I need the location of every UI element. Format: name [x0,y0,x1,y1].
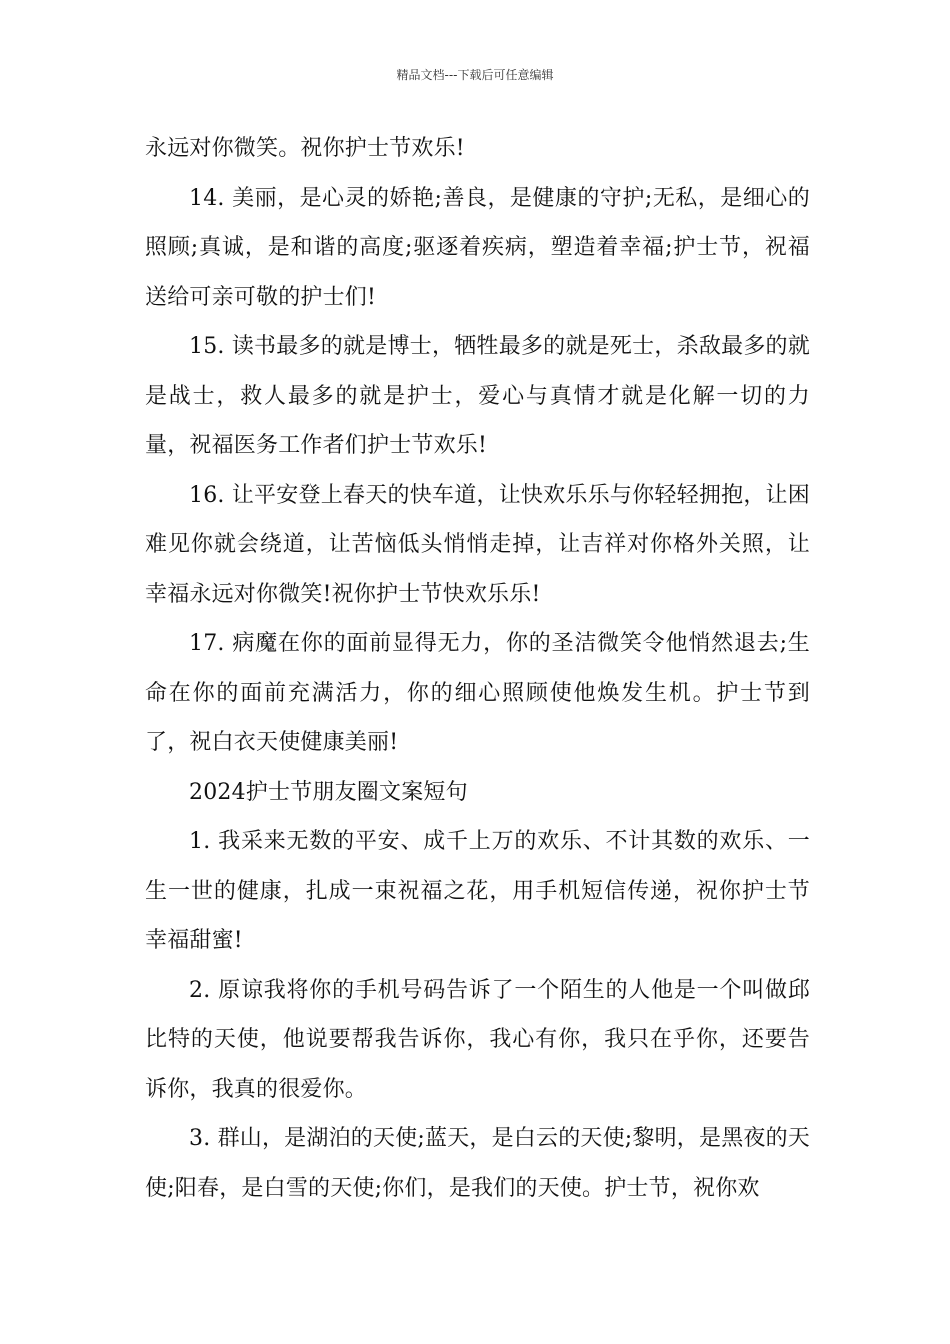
document-body [145,124,810,1213]
paragraph-continuation: 永远对你微笑。祝你护士节欢乐! [145,136,465,161]
paragraph-item-15: 15. 读书最多的就是博士，牺牲最多的就是死士，杀敌最多的就是战士，救人最多的就是护士，爱心与真情才就是化解一切的力量，祝福医务工作者们护士节欢乐! [145,334,810,458]
paragraph-item-16: 16. 让平安登上春天的快车道，让快欢乐乐与你轻轻拥抱，让困难见你就会绕道，让苦恼低头悄悄走掉，让吉祥对你格外关照，让幸福永远对你微笑!祝你护士节快欢乐乐! [145,482,810,607]
paragraph-item-14: 14. 美丽，是心灵的娇艳;善良，是健康的守护;无私，是细心的照顾;真诚，是和谐的高度;驱逐着疾病，塑造着幸福;护士节，祝福送给可亲可敬的护士们! [145,185,810,310]
paragraph-item-2: 2. 原谅我将你的手机号码告诉了一个陌生的人他是一个叫做邱比特的天使，他说要帮我告诉你，我心有你，我只在乎你，还要告诉你，我真的很爱你。 [145,977,810,1102]
paragraph-item-17: 17. 病魔在你的面前显得无力，你的圣洁微笑令他悄然退去;生命在你的面前充满活力，你的细心照顾使他焕发生机。护士节到了，祝白衣天使健康美丽! [145,631,810,755]
section-heading: 2024护士节朋友圈文案短句 [189,779,468,805]
paragraph-item-1: 1. 我采来无数的平安、成千上万的欢乐、不计其数的欢乐、一生一世的健康，扎成一束祝福之花，用手机短信传递，祝你护士节幸福甜蜜! [145,829,810,953]
paragraph-item-3: 3. 群山，是湖泊的天使;蓝天，是白云的天使;黎明，是黑夜的天使;阳春，是白雪的天使;你们，是我们的天使。护士节，祝你欢 [145,1126,811,1201]
page-header: 精品文档---下载后可任意编辑 [396,68,554,82]
